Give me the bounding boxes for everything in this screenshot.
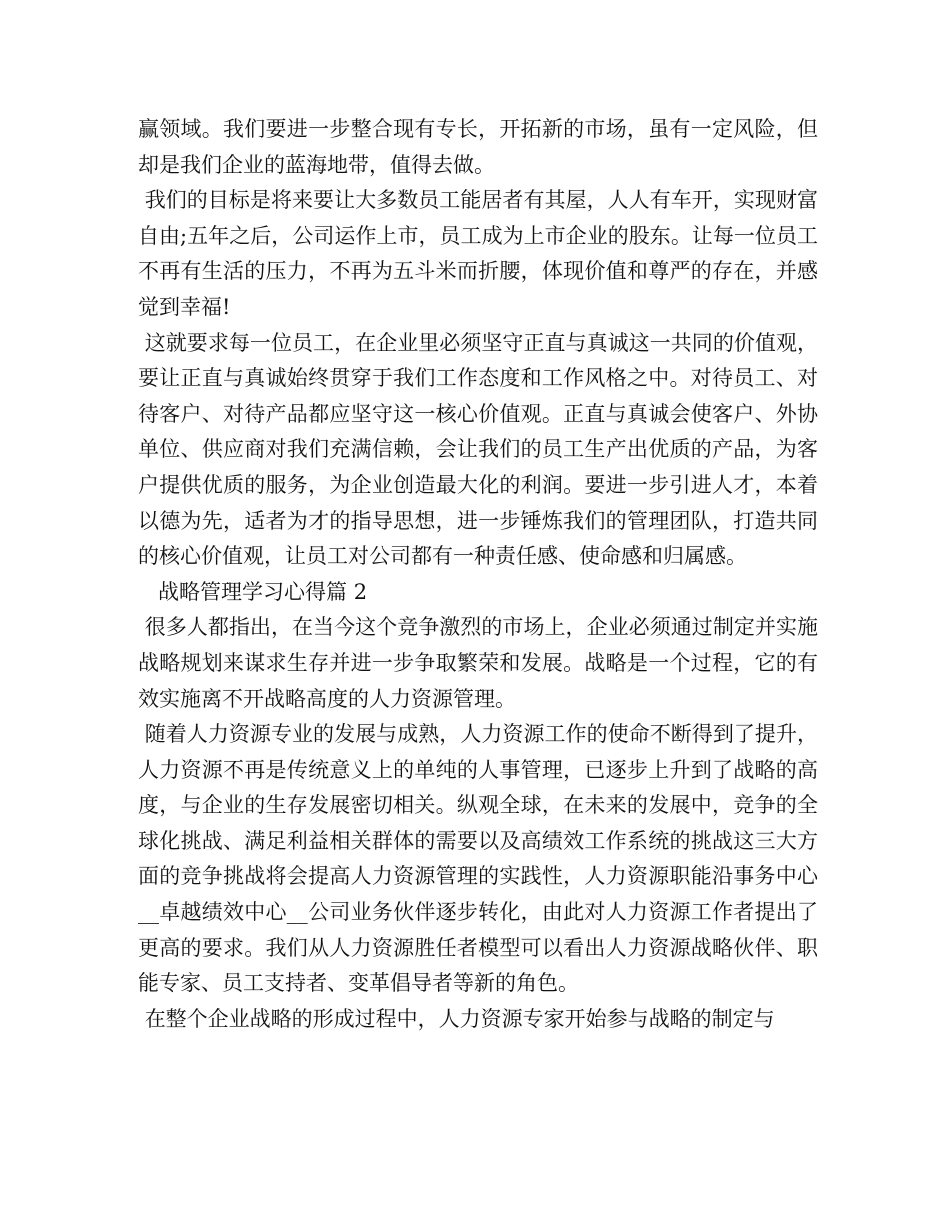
document-body: [138, 112, 818, 1037]
paragraph-5: 随着人力资源专业的发展与成熟，人力资源工作的使命不断得到了提升，人力资源不再是传统意义上的单纯的人事管理，已逐步上升到了战略的高度，与企业的生存发展密切相关。纵观全球，在未来的发展中，竞争的全球化挑战、满足利益相关群体的需要以及高绩效工作系统的挑战这三大方面的竞争挑战将会提高人力资源管理的实践性，人力资源职能沿事务中心__卓越绩效中心__公司业务伙伴逐步转化，由此对人力资源工作者提出了更高的要求。我们从人力资源胜任者模型可以看出人力资源战略伙伴、职能专家、员工支持者、变革倡导者等新的角色。: [138, 722, 818, 996]
paragraph-6: 在整个企业战略的形成过程中，人力资源专家开始参与战略的制定与: [138, 1006, 775, 1031]
paragraph-3: 这就要求每一位员工，在企业里必须坚守正直与真诚这一共同的价值观，要让正直与真诚始终贯穿于我们工作态度和工作风格之中。对待员工、对待客户、对待产品都应坚守这一核心价值观。正直与真诚会使客户、外协单位、供应商对我们充满信赖，会让我们的员工生产出优质的产品，为客户提供优质的服务，为企业创造最大化的利润。要进一步引进人才，本着以德为先，适者为才的指导思想，进一步锤炼我们的管理团队，打造共同的核心价值观，让员工对公司都有一种责任感、使命感和归属感。: [138, 330, 818, 569]
paragraph-1: 赢领域。我们要进一步整合现有专长，开拓新的市场，虽有一定风险，但却是我们企业的蓝海地带，值得去做。: [138, 117, 818, 177]
section-heading: 战略管理学习心得篇 2: [138, 579, 368, 604]
paragraph-2: 我们的目标是将来要让大多数员工能居者有其屋，人人有车开，实现财富自由;五年之后，公司运作上市，员工成为上市企业的股东。让每一位员工不再有生活的压力，不再为五斗米而折腰，体现价值和尊严的存在，并感觉到幸福!: [138, 188, 818, 319]
paragraph-4: 很多人都指出，在当今这个竞争激烈的市场上，企业必须通过制定并实施战略规划来谋求生存并进一步争取繁荣和发展。战略是一个过程，它的有效实施离不开战略高度的人力资源管理。: [138, 615, 818, 711]
